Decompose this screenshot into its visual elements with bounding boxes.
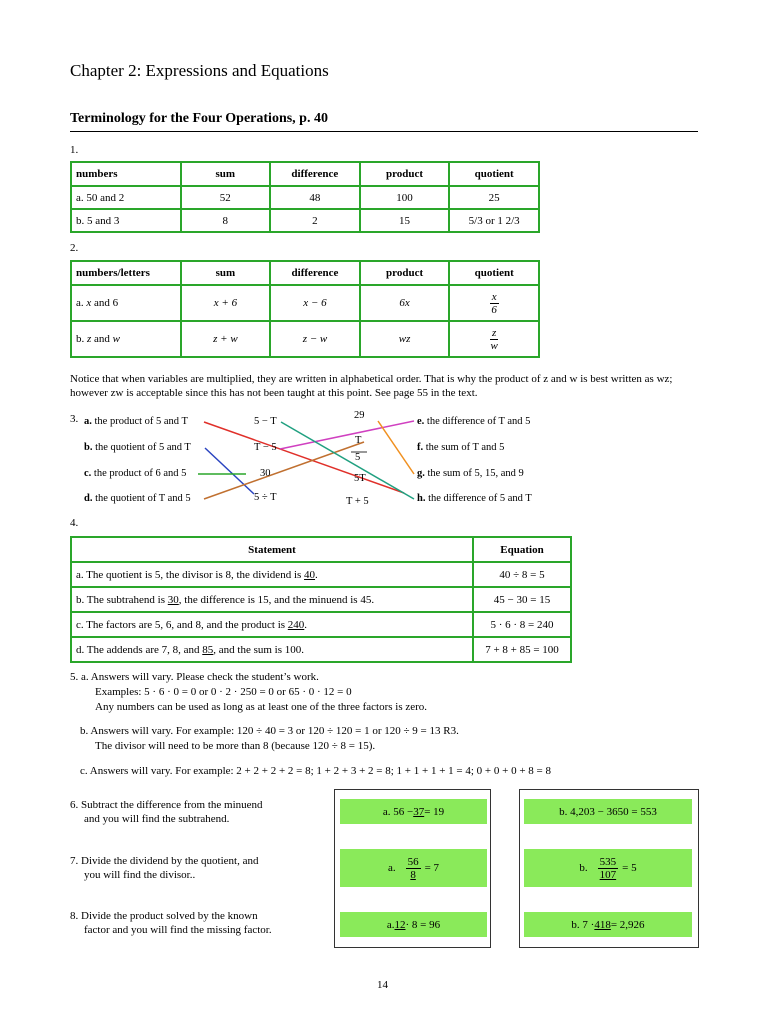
q2-label-rest: and 6: [94, 297, 119, 309]
q2-cell: z − w: [270, 321, 360, 357]
q3-middle-item: 5: [355, 452, 361, 463]
q6-answer-b: b. 4,203 − 3650 = 553: [524, 799, 692, 824]
q1-cell: 48: [270, 186, 360, 209]
item-text: the product of 5 and T: [94, 416, 188, 427]
item-text: the difference of T and 5: [426, 416, 531, 427]
text: , the difference is 15, and the minuend is 45.: [178, 593, 375, 606]
q6-text2: and you will find the subtrahend.: [84, 813, 230, 825]
q1-header: product: [360, 162, 450, 186]
q1-cell: 52: [181, 186, 270, 209]
q3-left-item: [84, 493, 191, 504]
answer: 37: [413, 805, 425, 818]
q3-matching: [84, 408, 704, 512]
section-title: Terminology for the Four Operations, p. 40: [70, 111, 328, 126]
q5-b-line2: The divisor will need to be more than 8 (because 120 ÷ 8 = 15).: [95, 740, 376, 752]
q1-number: 1.: [70, 144, 79, 156]
text: = 5: [622, 862, 637, 874]
answer: 418: [594, 918, 611, 931]
fraction-denominator: 107: [599, 868, 617, 881]
q5-a-line3: Any numbers can be used as long as at least one of the three factors is zero.: [95, 701, 428, 713]
q4-equation: 45 − 30 = 15: [473, 587, 571, 612]
text: .: [315, 568, 318, 581]
q1-cell: 5/3 or 1 2/3: [449, 209, 539, 232]
q1-cell: 8: [181, 209, 270, 232]
q4-statement: [71, 612, 473, 637]
q7-text1: 7. Divide the dividend by the quotient, and: [70, 855, 259, 867]
q4-statement: [71, 587, 473, 612]
item-letter: c.: [84, 468, 92, 479]
q2-cell: [449, 285, 539, 321]
item-text: the difference of 5 and T: [428, 493, 532, 504]
q4-header: Statement: [71, 537, 473, 562]
match-line: [205, 448, 254, 494]
q1-header: quotient: [449, 162, 539, 186]
q7-text2: you will find the divisor..: [84, 869, 196, 881]
q2-cell: x + 6: [181, 285, 270, 321]
q2-header: numbers/letters: [71, 261, 181, 285]
q1-cell: 25: [449, 186, 539, 209]
item-text: the quotient of T and 5: [95, 493, 191, 504]
note-paragraph: Notice that when variables are multiplied, they are written in alphabetical order. That is why the product of z and w is best written as wz; however zw is acceptable since this has not been taught at this point. See page 55 in the text.: [70, 373, 673, 399]
item-letter: e.: [417, 416, 425, 427]
q3-middle-item: T + 5: [346, 496, 369, 507]
text: = 7: [424, 862, 440, 874]
fraction-numerator: 535: [599, 855, 617, 868]
fraction: [598, 856, 619, 881]
q3-left-item: [84, 468, 186, 479]
q4-equation: 40 ÷ 8 = 5: [473, 562, 571, 587]
match-line: [204, 422, 404, 493]
q3-middle-item: 30: [260, 468, 271, 479]
q3-left-item: [84, 442, 191, 453]
q2-cell: 6x: [360, 285, 450, 321]
item-text: the sum of 5, 15, and 9: [427, 468, 524, 479]
q7-answer-a: [340, 849, 487, 887]
q4-number: 4.: [70, 517, 79, 529]
fraction-numerator: z: [492, 326, 497, 339]
text: = 2,926: [610, 918, 645, 931]
item-letter: h.: [417, 493, 426, 504]
text: c. The factors are 5, 6, and 8, and the product is: [76, 618, 288, 631]
q3-right-item: [417, 442, 504, 453]
q2-fraction: [490, 327, 498, 352]
q6-answer-a: [340, 799, 487, 824]
q5-c-line1: c. Answers will vary. For example: 2 + 2 + 2 + 2 = 8; 1 + 2 + 3 + 2 = 8; 1 + 1 + 1 + 1 = 4; 0 + 0 + 0 + 8 = 8: [80, 765, 551, 777]
item-letter: f.: [417, 442, 424, 453]
q1-header: difference: [270, 162, 360, 186]
q8-answer-b: [524, 912, 692, 937]
q1-cell: b. 5 and 3: [71, 209, 181, 232]
q3-number: 3.: [70, 413, 79, 425]
q3-right-item: [417, 468, 524, 479]
q1-table: [70, 161, 540, 233]
q3-right-item: [417, 493, 532, 504]
q1-cell: a. 50 and 2: [71, 186, 181, 209]
q4-header: Equation: [473, 537, 571, 562]
q2-table: [70, 260, 540, 358]
item-text: the sum of T and 5: [425, 442, 505, 453]
q2-cell: z + w: [181, 321, 270, 357]
q3-middle-item: 5 − T: [254, 416, 277, 427]
item-letter: b.: [84, 442, 93, 453]
q2-label-prefix: a.: [76, 297, 84, 309]
q5-a-line2: Examples: 5 · 6 · 0 = 0 or 0 · 2 · 250 = 0 or 65 · 0 · 12 = 0: [95, 686, 352, 698]
q2-label-var: z: [87, 333, 92, 345]
answer: 240: [287, 618, 305, 631]
q2-header: difference: [270, 261, 360, 285]
text: b.: [579, 862, 588, 874]
q2-label-prefix: b.: [76, 333, 85, 345]
q3-middle-item: 5 ÷ T: [254, 492, 277, 503]
fraction-numerator: x: [491, 290, 497, 303]
q1-cell: 15: [360, 209, 450, 232]
text: .: [304, 618, 308, 631]
q1-header: numbers: [71, 162, 181, 186]
text: a.: [386, 918, 395, 931]
q7-answer-b: [524, 849, 692, 887]
text: b. The subtrahend is: [76, 593, 168, 606]
q8-text2: factor and you will find the missing factor.: [84, 924, 272, 936]
text: · 8 = 96: [405, 918, 441, 931]
q2-row-label: [71, 285, 181, 321]
answer: 12: [394, 918, 406, 931]
q3-middle-item: 29: [354, 410, 365, 421]
q6-text1: 6. Subtract the difference from the minuend: [70, 799, 263, 811]
q3-middle-item: T − 5: [254, 442, 277, 453]
q2-header: sum: [181, 261, 270, 285]
text: b. 7 ·: [571, 918, 595, 931]
q2-cell: [449, 321, 539, 357]
q1-header: sum: [181, 162, 270, 186]
fraction-denominator: w: [490, 339, 498, 352]
q2-row-label: [71, 321, 181, 357]
q5-a-line1: 5. a. Answers will vary. Please check the student’s work.: [70, 671, 319, 683]
q2-header: product: [360, 261, 450, 285]
text: d. The addends are 7, 8, and: [76, 643, 203, 656]
q1-cell: 100: [360, 186, 450, 209]
item-letter: d.: [84, 493, 93, 504]
fraction-denominator: 8: [410, 868, 416, 881]
answer: 85: [202, 643, 214, 656]
q8-answer-a: [340, 912, 487, 937]
text: a. 56 −: [382, 805, 414, 818]
q2-number: 2.: [70, 242, 79, 254]
q8-text1: 8. Divide the product solved by the known: [70, 910, 258, 922]
page-number: 14: [377, 979, 388, 991]
text: , and the sum is 100.: [213, 643, 305, 656]
fraction-numerator: 56: [407, 855, 419, 868]
text: a. The quotient is 5, the divisor is 8, the dividend is: [76, 568, 305, 581]
q4-equation: 5 · 6 · 8 = 240: [473, 612, 571, 637]
item-letter: a.: [84, 416, 92, 427]
q3-middle-item: T: [355, 435, 362, 446]
text: a.: [387, 862, 396, 874]
chapter-title: Chapter 2: Expressions and Equations: [70, 61, 329, 80]
match-line: [281, 422, 414, 499]
text: = 19: [424, 805, 445, 818]
q4-equation: 7 + 8 + 85 = 100: [473, 637, 571, 662]
answer: 40: [304, 568, 316, 581]
q1-cell: 2: [270, 209, 360, 232]
q4-table: [70, 536, 572, 663]
q3-left-item: [84, 416, 188, 427]
q2-cell: x − 6: [270, 285, 360, 321]
q2-cell: wz: [360, 321, 450, 357]
item-letter: g.: [417, 468, 425, 479]
match-line: [378, 421, 414, 474]
q2-header: quotient: [449, 261, 539, 285]
q4-statement: [71, 562, 473, 587]
item-text: the product of 6 and 5: [93, 468, 187, 479]
fraction-denominator: 6: [491, 303, 497, 316]
q2-label-var: w: [112, 333, 121, 345]
q3-middle-item: 5T: [354, 473, 366, 484]
item-text: the quotient of 5 and T: [95, 442, 191, 453]
q5-b-line1: b. Answers will vary. For example: 120 ÷ 40 = 3 or 120 ÷ 120 = 1 or 120 ÷ 9 = 13 R3.: [80, 725, 459, 737]
q4-statement: [71, 637, 473, 662]
q2-label-var: x: [86, 297, 92, 309]
q2-label-rest: and: [94, 333, 110, 345]
section-rule: [70, 131, 698, 132]
q2-fraction: [490, 291, 499, 316]
answer: 30: [167, 593, 179, 606]
fraction: [406, 856, 421, 881]
q3-right-item: [417, 416, 530, 427]
